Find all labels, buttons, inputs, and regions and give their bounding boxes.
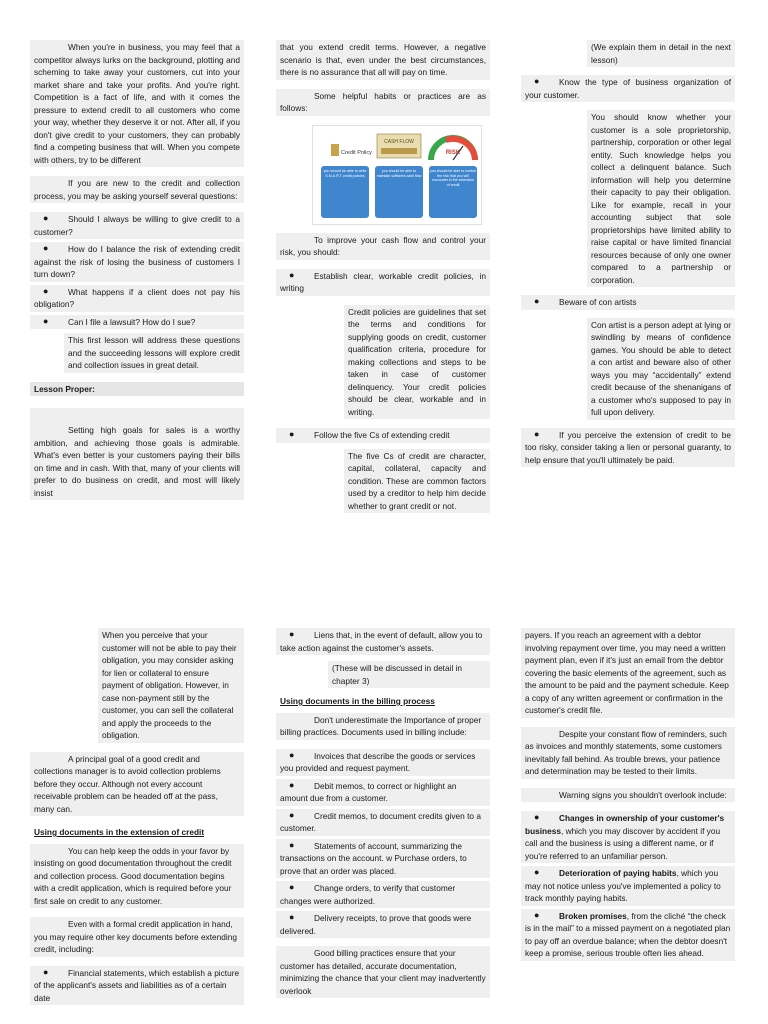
document-icon: [331, 144, 339, 156]
column-5: [276, 628, 490, 1007]
paragraph: When you perceive that your customer will not be able to pay their obligation, you may consider asking for lien or collateral to ensure payment of obligation. However, in case non-payment still by the customer, you can sell the collateral and apply the proceeds to the obligation.: [98, 628, 244, 743]
figure-box-3: you should be able to control the risk that you will encounter in the extension of credit: [430, 168, 476, 187]
credit-figure-graphic: [313, 126, 481, 224]
figure-label-2: CASH FLOW: [384, 138, 414, 145]
bullet-icon: ●: [43, 243, 49, 253]
section-heading: Using documents in the billing process: [280, 696, 435, 706]
bullet-icon: ●: [289, 912, 295, 922]
paragraph: The five Cs of credit are character, capital, collateral, capacity and condition. These are common factors used by a creditor to help him decide whether to grant credit or not.: [344, 449, 490, 514]
bullet-icon: ●: [289, 429, 295, 439]
list-item: ● Know the type of business organization of your customer.: [521, 75, 735, 102]
list-item: ● Debit memos, to correct or highlight an amount due from a customer.: [276, 779, 490, 806]
bullet-icon: ●: [289, 882, 295, 892]
paragraph: Con artist is a person adept at lying or swindling by means of confidence games. You should be able to detect a con artist and beware also of other ways you may “accidentally” extend credit because of the shenanigans of a customer who's supposed to pay in full upon delivery.: [587, 318, 735, 420]
column-4: [30, 628, 244, 1008]
paragraph: Even with a formal credit application in hand, you may require other key documents before extending credit, including:: [30, 917, 244, 957]
list-item: ● Establish clear, workable credit policies, in writing: [276, 269, 490, 296]
figure-box-2: you should be able to maintain sufficient cash flow: [376, 168, 422, 178]
bullet-icon: ●: [534, 909, 540, 920]
paragraph: that you extend credit terms. However, a negative scenario is that, even under the best circumstances, there is no assurance that all will pay on time.: [276, 40, 490, 80]
list-item: ● Broken promises, from the cliché “the check is in the mail” to a missed payment on a negotiated plan to pay off an overdue balance; when the debtor doesn't keep a promise, serious trouble often lies ahead.: [521, 909, 735, 961]
column-2: [276, 40, 490, 513]
paragraph: Don't underestimate the Importance of proper billing practices. Documents used in billing include:: [276, 713, 490, 740]
bullet-icon: ●: [534, 296, 540, 306]
bullet-icon: ●: [534, 812, 540, 822]
list-item: ● Changes in ownership of your customer's business, which you may discover by accident if you call and the business is using a different name, or if you're referred to an unfamiliar person.: [521, 811, 735, 863]
list-item: ● Follow the five Cs of extending credit: [276, 428, 490, 443]
paragraph: Despite your constant flow of reminders, such as invoices and monthly statements, some customers inevitably fall behind. As trouble brews, your patience and determination may be tested to their limits.: [521, 727, 735, 779]
bullet-icon: ●: [43, 966, 49, 977]
paragraph: Credit policies are guidelines that set the terms and conditions for supplying goods on credit, customer qualification criteria, procedure for making collections and steps to be taken in case of customer delinquency. Your credit policies should be clear, workable and in writing.: [344, 305, 490, 420]
paragraph: Warning signs you shouldn't overlook include:: [521, 788, 735, 803]
bullet-icon: ●: [534, 867, 540, 877]
list-item: ● Beware of con artists: [521, 295, 735, 310]
list-item: ● Change orders, to verify that customer changes were authorized.: [276, 881, 490, 908]
section-heading: Lesson Proper:: [30, 382, 244, 397]
paragraph: A principal goal of a good credit and collections manager is to avoid collection problems before they occur. Although not every account receivable problem can be headed off at the pass, many can.: [30, 752, 244, 817]
list-item: ● How do I balance the risk of extending credit against the risk of losing the business of customers I turn down?: [30, 242, 244, 282]
paragraph: You can help keep the odds in your favor by insisting on good documentation throughout the credit and collection process. Good documentation begins with a credit application, which is required before your first sale on credit to any customer.: [30, 844, 244, 909]
paragraph: To improve your cash flow and control your risk, you should:: [276, 233, 490, 260]
list-item: ● Invoices that describe the goods or services you provided and request payment.: [276, 749, 490, 776]
paragraph: Setting high goals for sales is a worthy ambition, and achieving those goals is admirable. What's even better is your customers paying their bills on time and in cash. With that, many of your clients will prefer to do business on credit, and most will likely insist: [30, 408, 244, 500]
figure-box-1: you should be able to write S.M.A.R.T credit policies: [323, 168, 367, 178]
paragraph: When you're in business, you may feel that a competitor always lurks on the background, plotting and scheming to take away your customers, cut into your market share and take your profits. And you're right. Competition is a fact of life, and with it comes the pressure to extend credit to all customers who come your way, whether they deserve it or not. After all, if you don't give credit to your customers, they can probably find a competing business that will. When you compete with others, try to be different: [30, 40, 244, 167]
paragraph: Good billing practices ensure that your customer has detailed, accurate documentation, minimizing the chance that your client may inadvertently overlook: [276, 946, 490, 998]
bullet-icon: ●: [289, 629, 295, 639]
list-item: ● Delivery receipts, to prove that goods were delivered.: [276, 911, 490, 938]
list-item: ● Credit memos, to document credits given to a customer.: [276, 809, 490, 836]
list-item: ● Should I always be willing to give credit to a customer?: [30, 212, 244, 239]
column-6: [521, 628, 735, 964]
list-item: ● Liens that, in the event of default, allow you to take action against the customer's assets.: [276, 628, 490, 655]
bullet-icon: ●: [289, 809, 295, 820]
figure-label-1: Credit Policy: [341, 149, 372, 156]
bullet-icon: ●: [289, 749, 295, 760]
bullet-icon: ●: [534, 428, 540, 439]
section-heading: Using documents in the extension of credit: [34, 827, 205, 837]
bullet-icon: ●: [289, 779, 295, 790]
cash-flow-icon: [377, 134, 421, 158]
bullet-icon: ●: [43, 285, 49, 296]
list-item: ● If you perceive the extension of credit to be too risky, consider taking a lien or personal guaranty, to help ensure that you'll ultimately be paid.: [521, 428, 735, 468]
bullet-icon: ●: [43, 315, 49, 326]
bullet-icon: ●: [534, 76, 540, 86]
paragraph: If you are new to the credit and collection process, you may be asking yourself several questions:: [30, 176, 244, 203]
list-item: ● Can I file a lawsuit? How do I sue?: [30, 315, 244, 330]
column-3: [521, 40, 735, 470]
list-item: ● Statements of account, summarizing the transactions on the account. w Purchase orders, to prove that an order was placed.: [276, 839, 490, 879]
paragraph: (These will be discussed in detail in chapter 3): [328, 661, 490, 688]
paragraph: This first lesson will address these questions and the succeeding lessons will explore credit and collection issues in great detail.: [64, 333, 244, 373]
bullet-icon: ●: [289, 269, 295, 280]
paragraph: Some helpful habits or practices are as follows:: [276, 89, 490, 116]
list-item: ● What happens if a client does not pay his obligation?: [30, 285, 244, 312]
bullet-icon: ●: [289, 839, 295, 850]
list-item: ● Deterioration of paying habits, which you may not notice unless you've implemented a policy to track monthly paying habits.: [521, 866, 735, 906]
list-item: ● Financial statements, which establish a picture of the applicant's assets and liabilities as of a certain date: [30, 966, 244, 1006]
bullet-icon: ●: [43, 213, 49, 223]
column-1: [30, 40, 244, 509]
paragraph: You should know whether your customer is a sole proprietorship, partnership, corporation or other legal entity. Such knowledge helps you collect a delinquent balance. Such information will help you determine their capacity to pay their obligation. Like for example, recall in your accounting subject that sole proprietorships have limited ability to raise capital or have limited financial resources because of only one owner compared to a partnership or corporation.: [587, 110, 735, 287]
paragraph: payers. If you reach an agreement with a debtor involving repayment over time, you may need a written payment plan, even if it's just an email from the debtor covering the basic elements of the agreement, such as the amount to be paid and the payment schedule. Keep a copy of any written agreement or confirmation in the customer's credit file.: [521, 628, 735, 718]
figure-label-3: RISK: [445, 149, 461, 156]
paragraph: (We explain them in detail in the next lesson): [587, 40, 735, 67]
credit-figure: [312, 125, 482, 225]
